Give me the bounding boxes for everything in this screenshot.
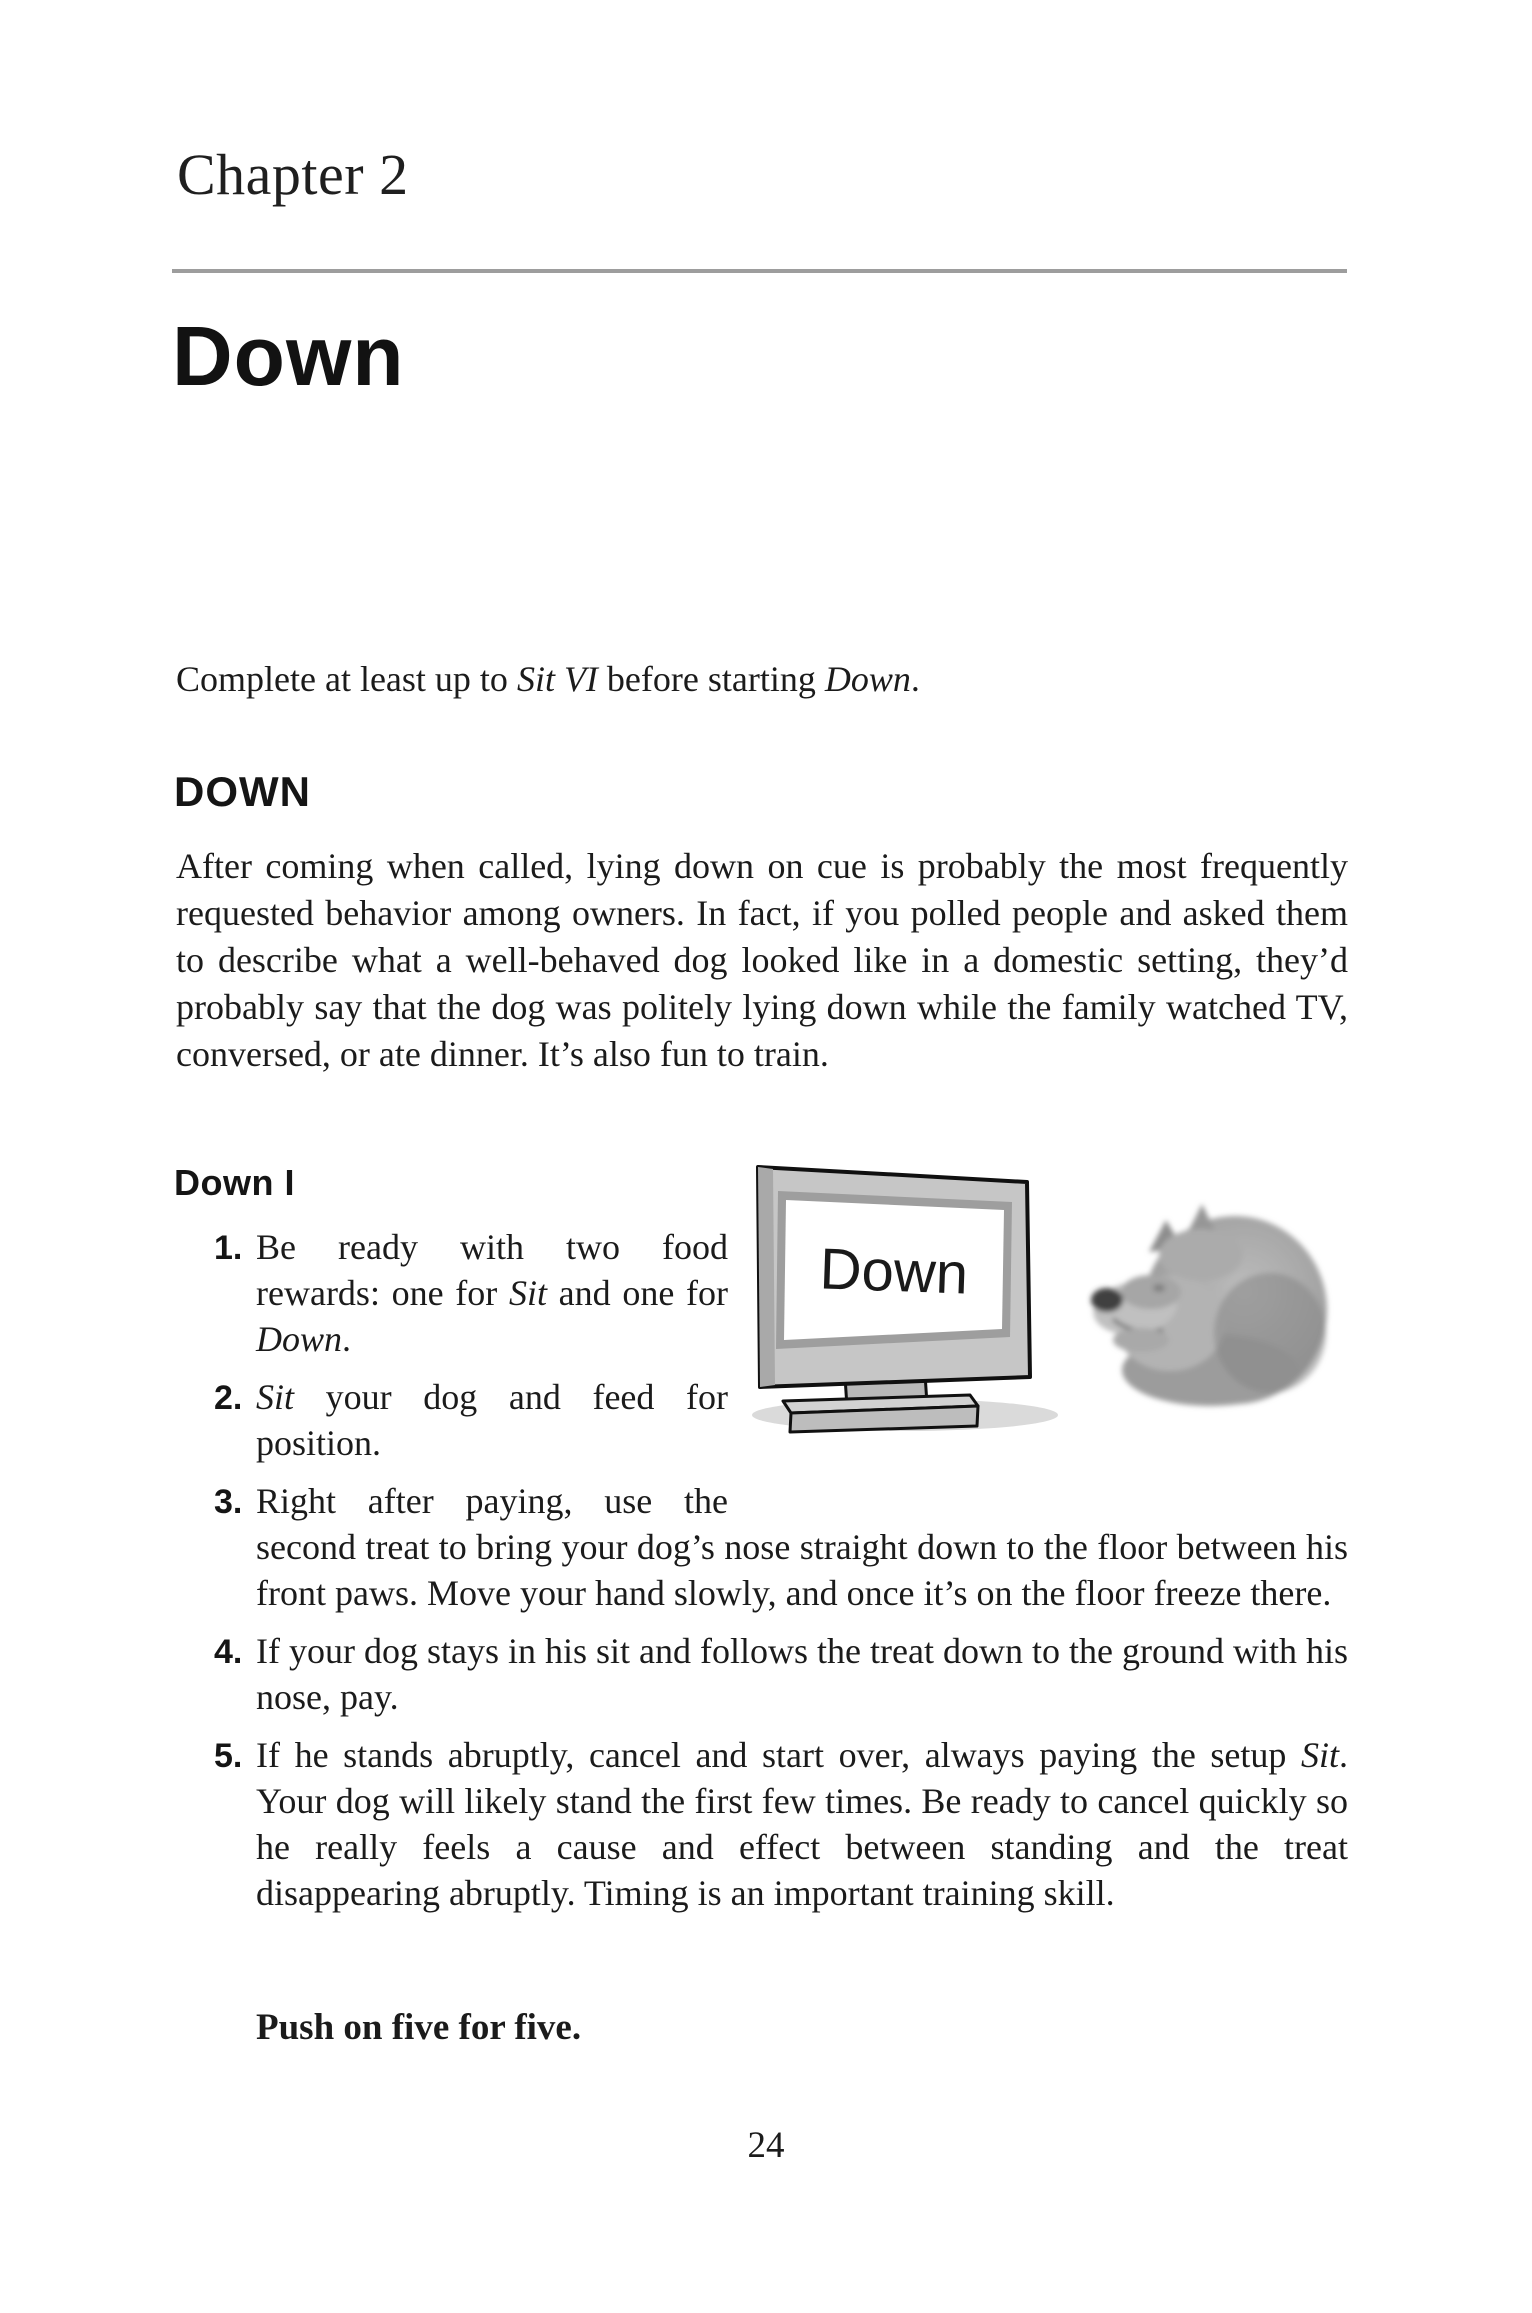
step-text: Sit your dog and feed for position. xyxy=(256,1377,728,1463)
tv-screen-label: Down xyxy=(818,1236,970,1307)
step-text: If your dog stays in his sit and follows the treat down to the ground with his nose, pay. xyxy=(256,1631,1348,1717)
illustration xyxy=(742,1150,1350,1450)
step-text: If he stands abruptly, cancel and start over, always paying the setup Sit. Your dog will likely stand the first few times. Be ready to cancel quickly so he really feels a cause and effect between standing and the treat disappearing abruptly. Timing is an important training skill. xyxy=(256,1735,1348,1913)
section-heading-down: DOWN xyxy=(174,768,311,815)
divider-rule xyxy=(172,269,1347,273)
step-number: 3. xyxy=(214,1483,243,1521)
intro-line: Complete at least up to Sit VI before starting Down. xyxy=(176,659,920,699)
dog-eye xyxy=(1153,1284,1165,1292)
subsection-heading-down-1: Down I xyxy=(174,1162,295,1203)
push-instruction: Push on five for five. xyxy=(256,2007,582,2048)
step-item-3 xyxy=(176,1478,1348,1616)
dog-nose xyxy=(1091,1288,1123,1312)
dog-chin-shade xyxy=(1113,1328,1169,1352)
step-number: 4. xyxy=(214,1633,243,1671)
dog-shade xyxy=(1214,1273,1326,1393)
chapter-label: Chapter 2 xyxy=(177,142,409,207)
dog-forehead xyxy=(1159,1229,1243,1281)
step-text: Be ready with two food rewards: one for Sit and one for Down. xyxy=(256,1227,728,1359)
section-paragraph: After coming when called, lying down on cue is probably the most frequently requested behavior among owners. In fact, if you polled people and asked them to describe what a well-behaved dog looked like in a domestic setting, they’d probably say that the dog was politely lying down while the family watched TV, conversed, or ate dinner. It’s also fun to train. xyxy=(176,846,1348,1074)
tv-left-bevel xyxy=(758,1167,775,1387)
step-text: Right after paying, use the second treat to bring your dog’s nose straight down to the floor between his front paws. Move your hand slowly, and once it’s on the floor freeze there. xyxy=(256,1481,1348,1613)
step-number: 1. xyxy=(214,1229,243,1267)
dog-photo xyxy=(1085,1198,1335,1413)
step-number: 5. xyxy=(214,1737,243,1775)
step-number: 2. xyxy=(214,1379,243,1417)
page-number: 24 xyxy=(747,2125,785,2166)
page-title: Down xyxy=(172,309,405,403)
step-item-5 xyxy=(176,1732,1348,1916)
dog-nose-bridge xyxy=(1121,1275,1181,1309)
step-item-4 xyxy=(176,1628,1348,1720)
